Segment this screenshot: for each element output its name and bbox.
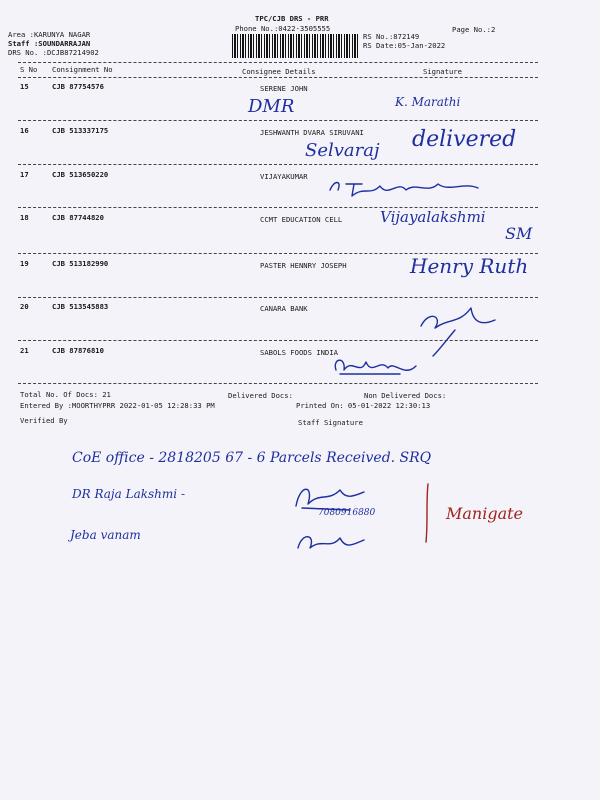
verified-by-label: Verified By bbox=[20, 416, 68, 425]
row-divider bbox=[18, 120, 538, 121]
delivered-docs: Delivered Docs: bbox=[228, 391, 293, 400]
signature-footer-b bbox=[292, 528, 372, 558]
handwritten-manigate: Manigate bbox=[446, 504, 524, 523]
row-sno: 17 bbox=[20, 170, 29, 179]
handwritten-phone: 7080916880 bbox=[318, 508, 376, 518]
signature-row17 bbox=[328, 176, 498, 200]
drs-number: DRS No. :DCJB87214902 bbox=[8, 48, 99, 57]
signature-row21 bbox=[330, 352, 425, 382]
row-consignment: CJB 87754576 bbox=[52, 82, 104, 91]
row-consignee: CCMT EDUCATION CELL bbox=[260, 215, 343, 224]
entered-by: Entered By :MOORTHYPRR 2022-01-05 12:28:33 PM bbox=[20, 401, 215, 410]
row-consignee: SABOLS FOODS INDIA bbox=[260, 348, 338, 357]
row-consignment: CJB 87876810 bbox=[52, 346, 104, 355]
row-divider bbox=[18, 383, 538, 384]
row-divider bbox=[18, 297, 538, 298]
row-divider bbox=[18, 164, 538, 165]
row-consignee: SERENE JOHN bbox=[260, 84, 308, 93]
handwritten-name: K. Marathi bbox=[395, 95, 461, 109]
row-consignment: CJB 513182990 bbox=[52, 259, 109, 268]
row-sno: 15 bbox=[20, 82, 29, 91]
handwritten-coe-note: CoE office - 2818205 67 - 6 Parcels Received. SRQ bbox=[72, 450, 432, 466]
signature-row20 bbox=[415, 300, 505, 360]
handwritten-jeba-vanam: Jeba vanam bbox=[70, 528, 141, 542]
row-consignee: JESHWANTH DVARA SIRUVANI bbox=[260, 128, 364, 137]
row-sno: 21 bbox=[20, 346, 29, 355]
row-consignment: CJB 87744820 bbox=[52, 213, 104, 222]
col-signature: Signature bbox=[423, 67, 462, 76]
header-rule-top bbox=[18, 62, 538, 63]
area-label: Area :KARUNYA NAGAR bbox=[8, 30, 91, 39]
staff-label: Staff :SOUNDARRAJAN bbox=[8, 39, 91, 48]
handwritten-selvaraj: Selvaraj bbox=[305, 140, 380, 161]
printed-on: Printed On: 05-01-2022 12:30:13 bbox=[296, 401, 431, 410]
header-rule-bottom bbox=[18, 77, 538, 78]
row-sno: 20 bbox=[20, 302, 29, 311]
row-consignee: VIJAYAKUMAR bbox=[260, 172, 308, 181]
row-consignment: CJB 513545883 bbox=[52, 302, 109, 311]
document-title: TPC/CJB DRS - PRR bbox=[255, 14, 329, 23]
phone-number: Phone No.:0422-3505555 bbox=[235, 24, 331, 33]
row-consignment: CJB 513337175 bbox=[52, 126, 109, 135]
rs-date: RS Date:05-Jan-2022 bbox=[363, 41, 446, 50]
handwritten-vijayalakshmi: Vijayalakshmi bbox=[380, 208, 486, 226]
handwritten-raja-lakshmi: DR Raja Lakshmi - bbox=[72, 487, 185, 501]
barcode bbox=[232, 34, 358, 58]
page-number: Page No.:2 bbox=[452, 25, 496, 34]
col-sno: S No bbox=[20, 65, 38, 74]
row-sno: 19 bbox=[20, 259, 29, 268]
red-ink-bar bbox=[418, 482, 438, 544]
non-delivered-docs: Non Delivered Docs: bbox=[364, 391, 447, 400]
col-consignment: Consignment No bbox=[52, 65, 113, 74]
staff-signature-label: Staff Signature bbox=[298, 418, 363, 427]
row-sno: 16 bbox=[20, 126, 29, 135]
handwritten-dmr: DMR bbox=[248, 96, 295, 117]
handwritten-initials: SM bbox=[505, 224, 533, 243]
handwritten-delivered: delivered bbox=[412, 127, 517, 152]
row-consignment: CJB 513650220 bbox=[52, 170, 109, 179]
total-docs: Total No. Of Docs: 21 bbox=[20, 390, 111, 399]
row-sno: 18 bbox=[20, 213, 29, 222]
rs-number: RS No.:872149 bbox=[363, 32, 420, 41]
handwritten-henry: Henry Ruth bbox=[410, 254, 529, 278]
col-consignee: Consignee Details bbox=[242, 67, 316, 76]
row-consignee: PASTER HENNRY JOSEPH bbox=[260, 261, 347, 270]
row-consignee: CANARA BANK bbox=[260, 304, 308, 313]
